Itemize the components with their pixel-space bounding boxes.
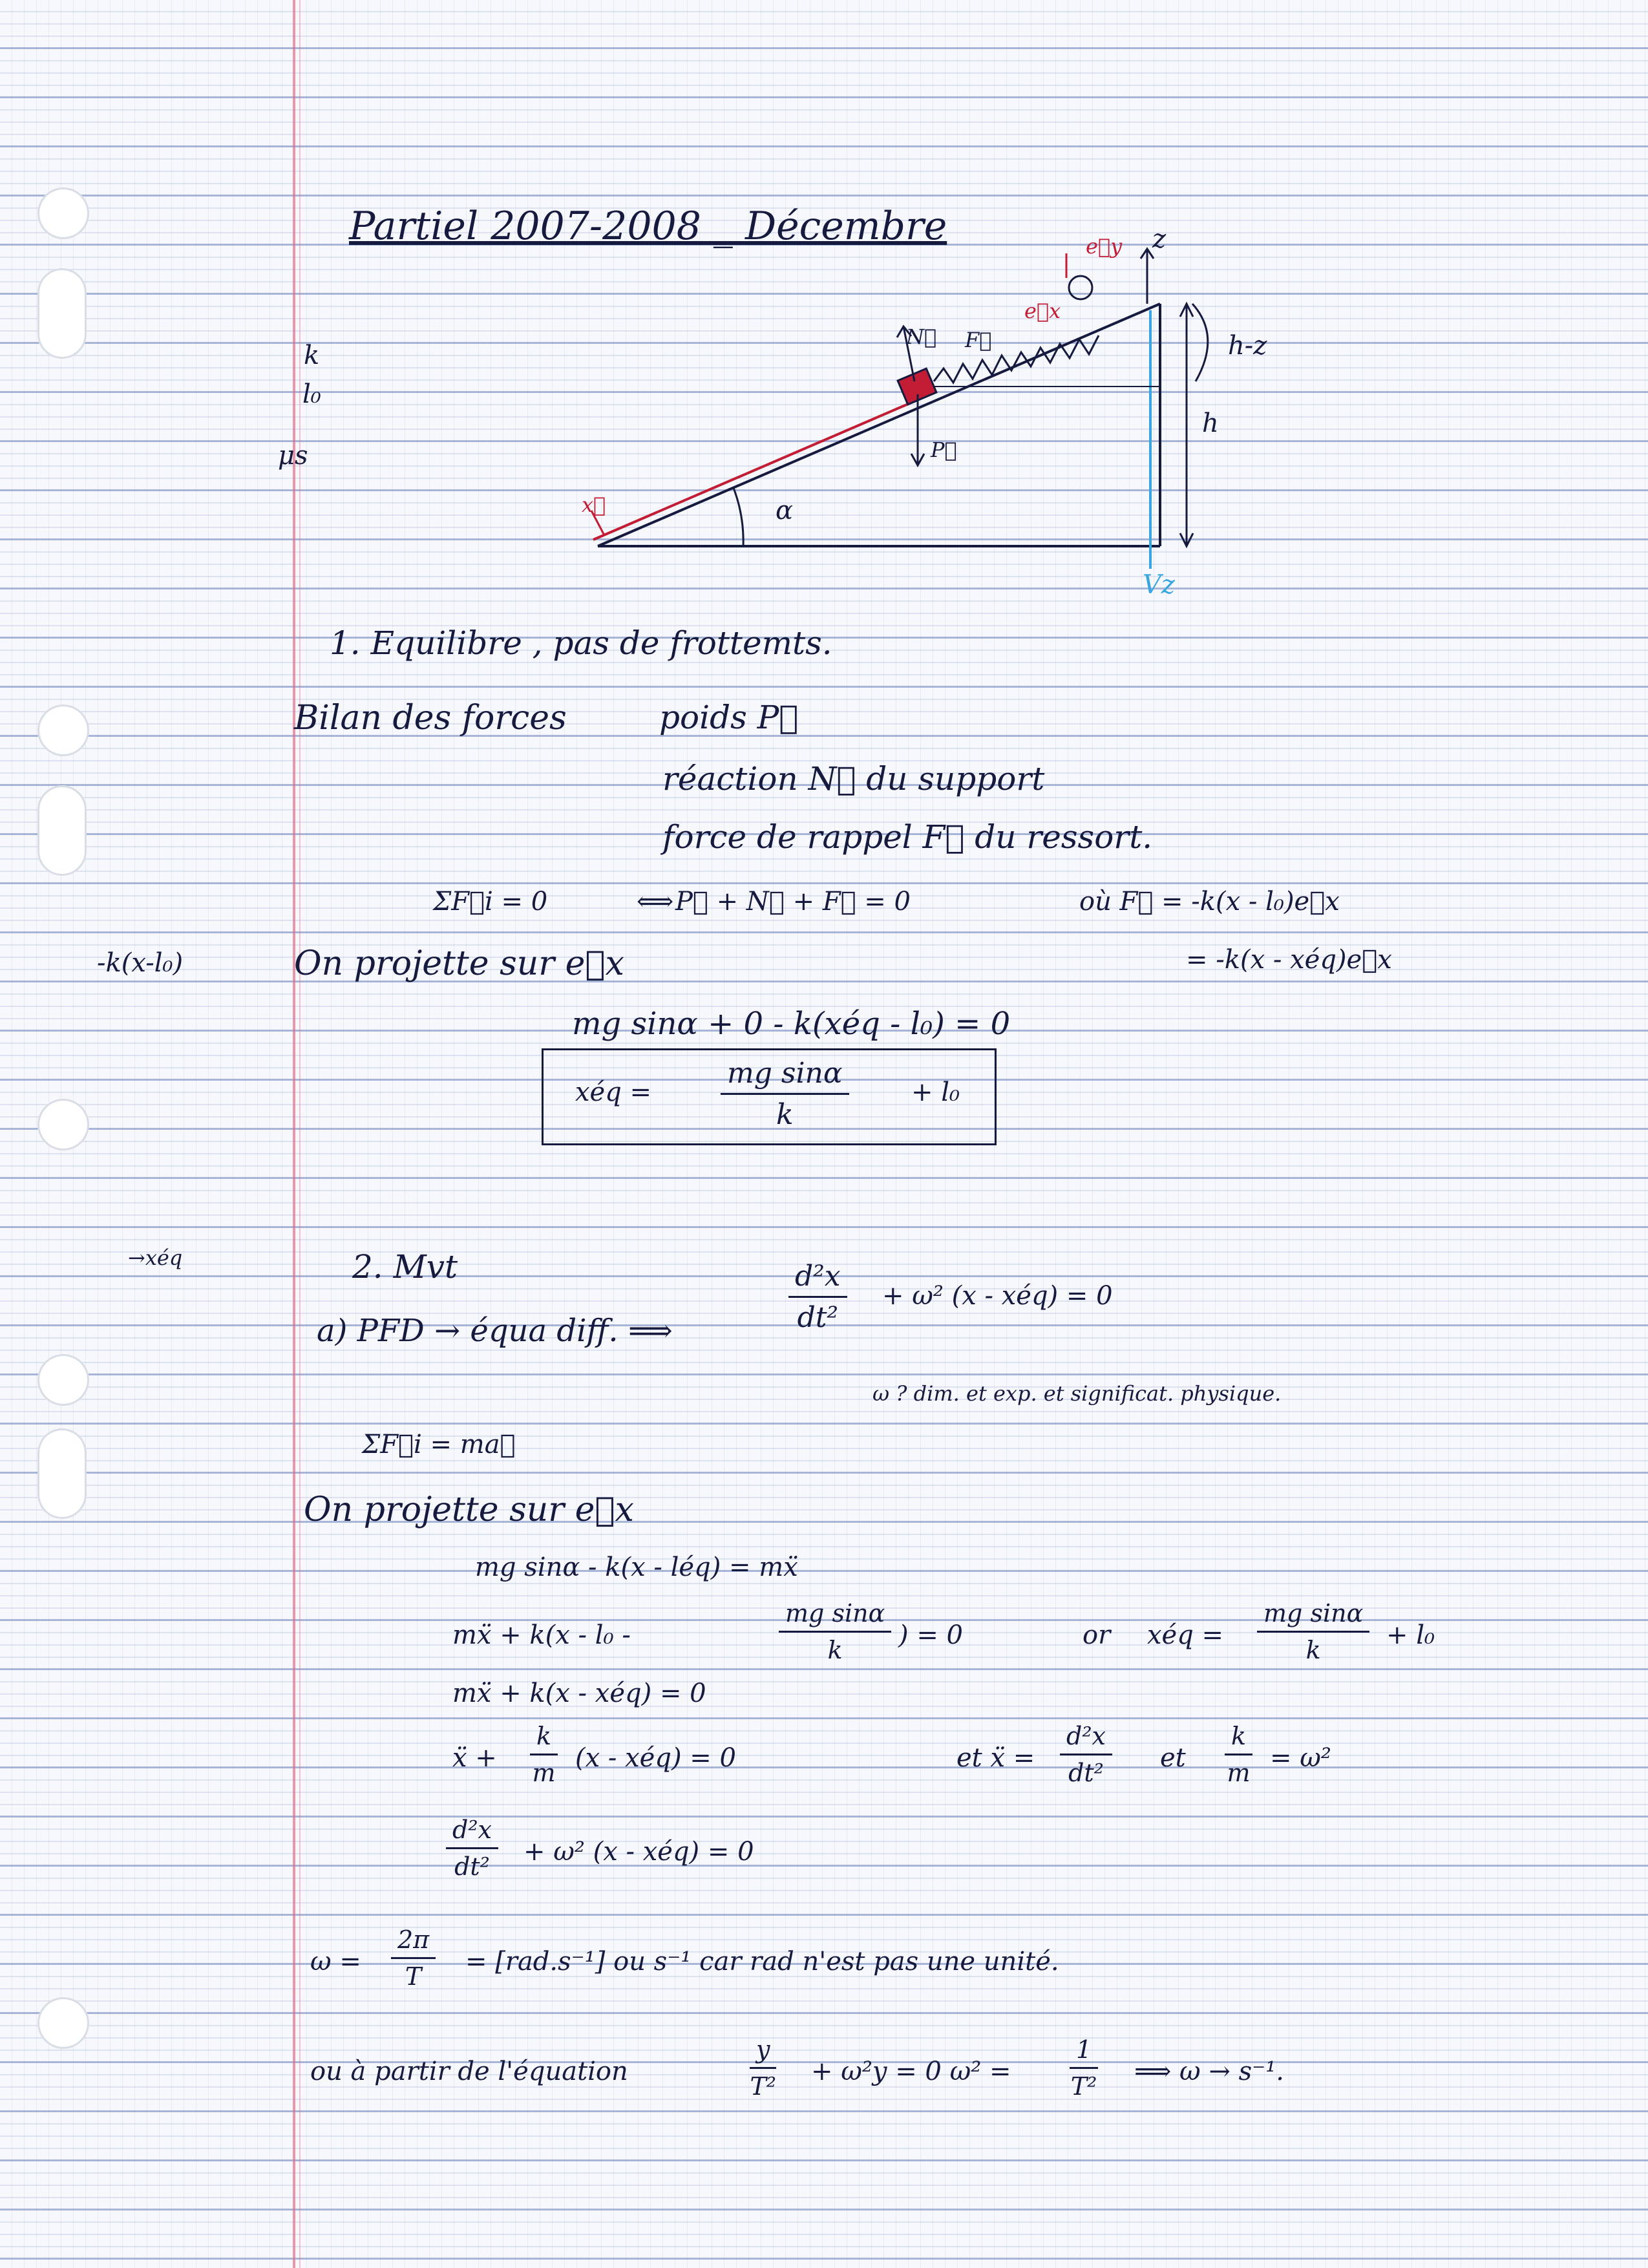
margin-note-l0: l₀: [302, 379, 321, 409]
section1-vector-eq: P⃗ + N⃗ + F⃗ = 0: [675, 887, 911, 917]
ode-denominator: dt²: [797, 1300, 839, 1334]
spring: [934, 335, 1099, 383]
section2-eq2-rhs: ) = 0: [898, 1620, 963, 1650]
section2-or-rhs: + l₀: [1386, 1620, 1435, 1650]
angle-arc: [734, 488, 743, 546]
section2-heading: 2. Mvt: [352, 1248, 458, 1286]
section2-eq5-numerator: d²x: [446, 1816, 498, 1849]
section2-sum-ma: ΣF⃗i = ma⃗: [362, 1430, 516, 1459]
section1-bilan-label: Bilan des forces: [294, 699, 567, 737]
section2-or-label: or: [1083, 1620, 1111, 1650]
omega-lhs: ω =: [310, 1947, 361, 1977]
diagram-label-alpha: α: [776, 496, 794, 525]
section2-eq3: mẍ + k(x - xéq) = 0: [452, 1679, 706, 1708]
section2-part-a: a) PFD → équa diff. ⟹: [317, 1313, 673, 1349]
section2-eq1: mg sinα - k(x - léq) = mẍ: [475, 1553, 798, 1582]
section2-or-fraction: [1257, 1600, 1369, 1664]
box-xeq-denominator: k: [776, 1097, 794, 1131]
last-line-numerator: y: [750, 2036, 776, 2069]
section1-where-label: où F⃗ = -k(x - l₀)e⃗x: [1079, 887, 1340, 917]
diagram-slope-axis: [593, 394, 931, 540]
section2-eq4-numerator: k: [530, 1722, 558, 1755]
section1-project-label: On projette sur e⃗x: [294, 944, 624, 983]
box-xeq-numerator: mg sinα: [721, 1057, 849, 1095]
pulley: [1069, 276, 1092, 299]
section2-eq2-denominator: k: [827, 1635, 843, 1664]
diagram-label-h: h: [1202, 408, 1219, 438]
section1-force-poids: poids P⃗: [659, 699, 799, 736]
section2-et2-numerator: k: [1225, 1722, 1252, 1755]
ode-numerator: d²x: [788, 1260, 847, 1298]
section2-eq4-denominator: m: [532, 1758, 556, 1787]
section2-et1: et ẍ =: [956, 1743, 1035, 1773]
section2-et1-fraction: [1060, 1722, 1112, 1787]
section1-heading: 1. Equilibre , pas de frottemts.: [330, 624, 832, 662]
ode-fraction: [788, 1260, 847, 1334]
margin-note-mus: μs: [278, 441, 308, 471]
last-line-fraction: [750, 2036, 776, 2101]
section2-et1-denominator: dt²: [1068, 1758, 1104, 1787]
section2-or-numerator: mg sinα: [1257, 1600, 1369, 1633]
diagram-label-h-minus-z: h-z: [1228, 331, 1267, 361]
omega-rhs: = [rad.s⁻¹] ou s⁻¹ car rad n'est pas une unité.: [465, 1947, 1059, 1977]
last-line-denominator-2: T²: [1070, 2072, 1097, 2101]
omega-denominator: T: [405, 1962, 422, 1991]
diagram-label-ey: e⃗y: [1086, 234, 1123, 259]
section2-project-label: On projette sur e⃗x: [304, 1490, 634, 1529]
page-title: Partiel 2007-2008 _ Décembre: [349, 204, 947, 249]
margin-note-force: -k(x-l₀): [97, 948, 184, 978]
diagram-label-x: x⃗: [582, 493, 606, 517]
section2-eq4-fraction: [530, 1722, 558, 1787]
section2-eq5-rhs: + ω² (x - xéq) = 0: [523, 1837, 754, 1867]
box-xeq-lhs: xéq =: [575, 1077, 652, 1107]
diagram-label-ex: e⃗x: [1024, 299, 1061, 323]
section2-question: ω ? dim. et exp. et significat. physique.: [872, 1381, 1282, 1406]
last-line-fraction-2: [1070, 2036, 1098, 2101]
diagram-label-z-top: z: [1152, 224, 1167, 254]
section2-eq4-rhs: (x - xéq) = 0: [575, 1743, 736, 1773]
section2-eq5-fraction: [446, 1816, 498, 1881]
section2-eq4-lhs: ẍ +: [452, 1743, 497, 1773]
section1-force-rappel: force de rappel F⃗ du ressort.: [662, 818, 1153, 856]
section2-et2: et: [1160, 1743, 1186, 1773]
section1-sum-eq: ΣF⃗i = 0: [433, 887, 548, 917]
box-xeq-fraction: [721, 1057, 849, 1131]
section2-eq2-lhs: mẍ + k(x - l₀ -: [452, 1620, 631, 1650]
section2-or-lhs: xéq =: [1147, 1620, 1224, 1650]
box-xeq-rhs: + l₀: [911, 1077, 960, 1107]
section2-or-denominator: k: [1305, 1635, 1321, 1664]
diagram-slope-line: [598, 304, 1160, 546]
bracket-h-minus-z: [1192, 304, 1208, 381]
section1-force-reaction: réaction N⃗ du support: [662, 760, 1045, 798]
last-line-mid: + ω²y = 0 ω² =: [811, 2057, 1011, 2086]
diagram-label-z-bottom: Vz: [1143, 570, 1175, 600]
omega-numerator: 2π: [391, 1926, 436, 1959]
last-line-numerator-2: 1: [1070, 2036, 1098, 2069]
omega-fraction: [391, 1926, 436, 1991]
diagram-label-P: P⃗: [931, 438, 957, 462]
section1-projected-eq: mg sinα + 0 - k(xéq - l₀) = 0: [572, 1006, 1011, 1042]
section2-eq2-fraction: [779, 1600, 891, 1664]
section2-et1-numerator: d²x: [1060, 1722, 1112, 1755]
last-line-rhs: ⟹ ω → s⁻¹.: [1134, 2057, 1285, 2086]
margin-note-xeq: →xéq: [128, 1245, 183, 1270]
diagram-label-F: F⃗: [965, 328, 992, 352]
section2-et2-fraction: [1225, 1722, 1252, 1787]
section2-eq2-numerator: mg sinα: [779, 1600, 891, 1633]
section1-where-label-2: = -k(x - xéq)e⃗x: [1186, 945, 1392, 975]
section2-et2-rhs: = ω²: [1270, 1743, 1331, 1773]
margin-note-k: k: [304, 341, 320, 370]
section1-arrow: ⟺: [637, 887, 674, 917]
section2-eq5-denominator: dt²: [454, 1852, 490, 1881]
section2-et2-denominator: m: [1227, 1758, 1251, 1787]
diagram-label-N: N⃗: [906, 324, 937, 349]
last-line-denominator: T²: [750, 2072, 777, 2101]
ode-rest: + ω² (x - xéq) = 0: [882, 1281, 1113, 1311]
last-line-lhs: ou à partir de l'équation: [310, 2057, 628, 2086]
